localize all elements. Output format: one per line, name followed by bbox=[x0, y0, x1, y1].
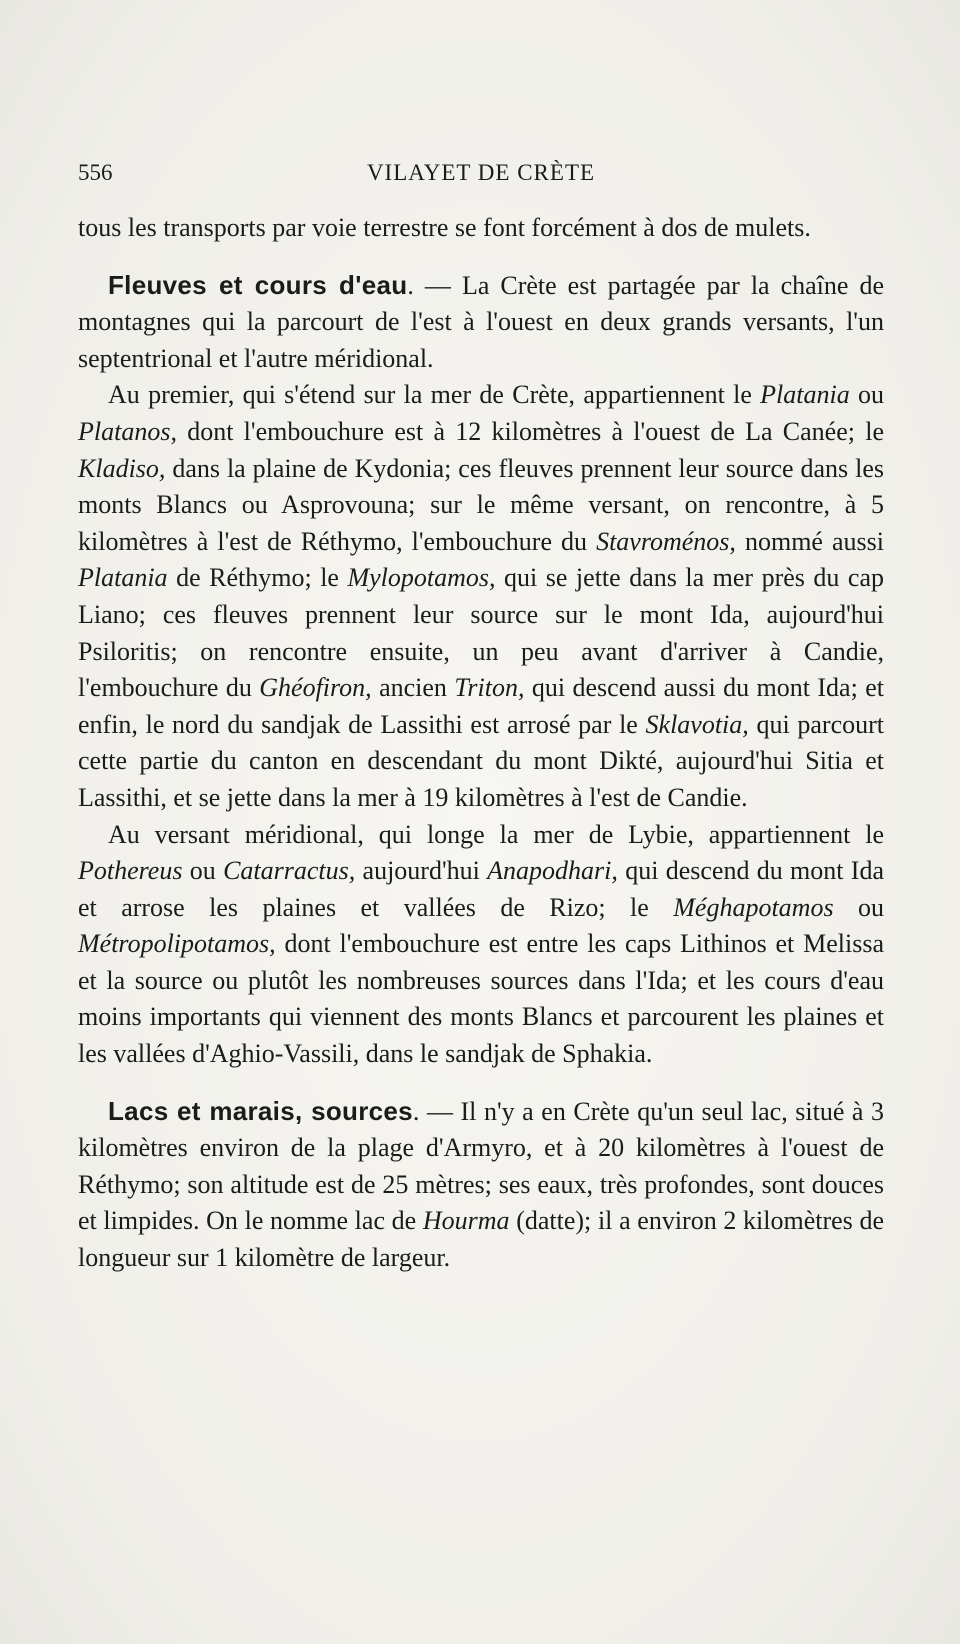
paragraph-rivers: Fleuves et cours d'eau. — La Crète est partagée par la chaîne de montagnes qui la parcourt de l'est à l'ouest en deux grands versants, l'un septentrional et l'autre méridional. bbox=[78, 269, 884, 373]
section-heading: Lacs et marais, sources bbox=[108, 1095, 413, 1126]
paragraph: Au versant méridional, qui longe la mer de Lybie, appartiennent le Pothereus ou Catarractus, aujourd'hui Anapodhari, qui descend du mont Ida et arrose les plaines et vallées de Rizo; le Méghapotamos ou Métropolipotamos, dont l'embouchure est entre les caps Lithinos et Melissa et la source ou plutôt les nombreuses sources dans l'Ida; et les cours d'eau moins importants qui viennent des monts Blancs et parcourent les plaines et les vallées d'Aghio-Vassili, dans le sandjak de Sphakia. bbox=[78, 819, 885, 1069]
paragraph: tous les transports par voie terrestre se font forcément à dos de mulets. bbox=[78, 213, 811, 242]
paragraph-lakes: Lacs et marais, sources. — Il n'y a en Crète qu'un seul lac, situé à 3 kilomètres environ de la plage d'Armyro, et à 20 kilomètres à l'ouest de Réthymo; son altitude est de 25 mètres; ses eaux, très profondes, sont douces et limpides. On le nomme lac de Hourma (datte); il a environ 2 kilomètres de longueur sur 1 kilomètre de largeur. bbox=[78, 1095, 884, 1273]
running-title: VILAYET DE CRÈTE bbox=[366, 160, 596, 185]
paragraph: Au premier, qui s'étend sur la mer de Crète, appartiennent le Platania ou Platanos, dont l'embouchure est à 12 kilomètres à l'ouest de La Canée; le Kladiso, dans la plaine de Kydonia; ces fleuves prennent leur source dans les monts Blancs ou Asprovouna; sur le même versant, on rencontre, à 5 kilomètres à l'est de Réthymo, l'embouchure du Stavroménos, nommé aussi Platania de Réthymo; le Mylopotamos, qui se jette dans la mer près du cap Liano; ces fleuves prennent leur source sur le mont Ida, aujourd'hui Psiloritis; on rencontre ensuite, un peu avant d'arriver à Candie, l'embouchure du Ghéofiron, ancien Triton, qui descend aussi du mont Ida; et enfin, le nord du sandjak de Lassithi est arrosé par le Sklavotia, qui parcourt cette partie du canton en descendant du mont Dikté, aujourd'hui Sitia et Lassithi, et se jette dans la mer à 19 kilomètres à l'est de Candie. bbox=[78, 380, 885, 812]
running-header bbox=[78, 160, 884, 194]
body-text bbox=[78, 210, 884, 1277]
page-number: 556 bbox=[78, 160, 113, 185]
section-heading: Fleuves et cours d'eau bbox=[108, 269, 408, 300]
